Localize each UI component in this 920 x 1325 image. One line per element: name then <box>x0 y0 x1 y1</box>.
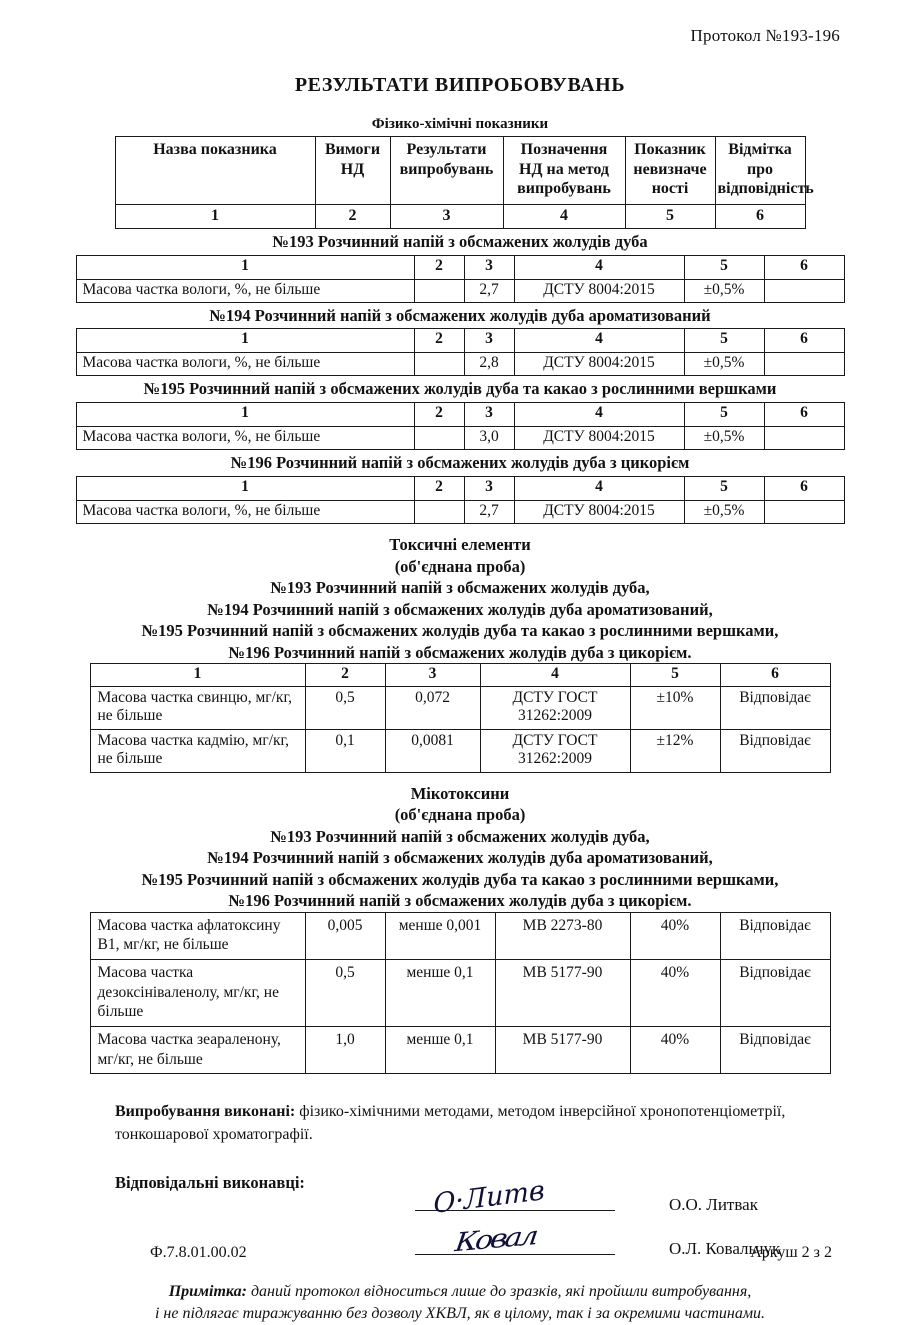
col-num-1: 1 <box>115 204 315 228</box>
toxic-sample-194: №194 Розчинний напій з обсмажених жолудів дуба ароматизований, <box>207 599 713 619</box>
cell-result: 0,0081 <box>385 729 480 772</box>
cell-result: 3,0 <box>464 427 514 450</box>
col-header-result: Результати випробувань <box>390 137 503 205</box>
cell-uncertainty: 40% <box>630 1026 720 1073</box>
col-num-4: 4 <box>514 255 684 279</box>
cell-indicator-name: Масова частка дезоксініваленолу, мг/кг, не більше <box>90 959 305 1026</box>
cell-conformity: Відповідає <box>720 959 830 1026</box>
table-row <box>90 729 830 772</box>
cell-conformity <box>764 501 844 524</box>
cell-indicator-name: Масова частка вологи, %, не більше <box>76 353 414 376</box>
col-num-3: 3 <box>464 403 514 427</box>
signatory-name: О.Л. Ковальчук <box>669 1238 781 1258</box>
col-header-uncertainty: Показник невизначе ності <box>625 137 715 205</box>
cell-result: менше 0,001 <box>385 912 495 959</box>
table-row <box>76 279 844 302</box>
note-line-2: і не підлягає тиражуванню без дозволу ХКВЛ, як в цілому, так і за окремими частинами. <box>154 1305 766 1323</box>
sample-table-196 <box>76 476 845 524</box>
table-number-row <box>90 663 830 686</box>
cell-method: ДСТУ 8004:2015 <box>514 501 684 524</box>
toxic-elements-subcaption: (об'єднана проба) <box>394 556 526 576</box>
cell-indicator-name: Масова частка кадмію, мг/кг, не більше <box>90 729 305 772</box>
cell-requirement <box>414 427 464 450</box>
methods-label: Випробування виконані: <box>115 1103 296 1121</box>
methods-paragraph <box>115 1100 805 1146</box>
col-num-5: 5 <box>684 403 764 427</box>
table-row <box>76 501 844 524</box>
sample-title-196: №196 Розчинний напій з обсмажених жолудів дуба з цикорієм <box>230 453 690 473</box>
handwritten-signature-icon: О·Литв <box>433 1174 545 1220</box>
col-num-2: 2 <box>305 663 385 686</box>
col-num-4: 4 <box>514 403 684 427</box>
col-num-5: 5 <box>684 477 764 501</box>
table-row <box>90 912 830 959</box>
cell-result: менше 0,1 <box>385 959 495 1026</box>
cell-requirement <box>414 279 464 302</box>
table-row <box>76 353 844 376</box>
cell-uncertainty: ±0,5% <box>684 501 764 524</box>
cell-conformity: Відповідає <box>720 912 830 959</box>
cell-result: 2,7 <box>464 501 514 524</box>
cell-uncertainty: ±12% <box>630 729 720 772</box>
signatory-name: О.О. Литвак <box>669 1194 758 1214</box>
cell-result: 2,7 <box>464 279 514 302</box>
toxic-sample-193: №193 Розчинний напій з обсмажених жолудів дуба, <box>270 578 650 598</box>
handwritten-signature-icon: Ковал <box>453 1220 538 1258</box>
sample-title-195: №195 Розчинний напій з обсмажених жолудів дуба та какао з рослинними вершками <box>143 379 777 399</box>
col-num-5: 5 <box>625 204 715 228</box>
cell-method: ДСТУ ГОСТ 31262:2009 <box>480 729 630 772</box>
cell-indicator-name: Масова частка вологи, %, не більше <box>76 427 414 450</box>
note-label: Примітка: <box>168 1282 247 1300</box>
table-number-row <box>115 204 805 228</box>
cell-method: ДСТУ 8004:2015 <box>514 279 684 302</box>
cell-method: МВ 5177-90 <box>495 959 630 1026</box>
toxic-sample-195: №195 Розчинний напій з обсмажених жолудів дуба та какао з рослинними вершками, <box>141 621 779 641</box>
col-num-6: 6 <box>764 329 844 353</box>
table-number-row <box>76 477 844 501</box>
col-num-3: 3 <box>464 477 514 501</box>
cell-requirement: 0,5 <box>305 686 385 729</box>
myco-sample-194: №194 Розчинний напій з обсмажених жолудів дуба ароматизований, <box>207 848 713 868</box>
col-num-1: 1 <box>76 329 414 353</box>
col-num-3: 3 <box>464 255 514 279</box>
physico-chemical-caption: Фізико-хімічні показники <box>371 116 549 132</box>
cell-indicator-name: Масова частка зеараленону, мг/кг, не більше <box>90 1026 305 1073</box>
myco-sample-193: №193 Розчинний напій з обсмажених жолудів дуба, <box>270 826 650 846</box>
cell-indicator-name: Масова частка свинцю, мг/кг, не більше <box>90 686 305 729</box>
cell-result: 2,8 <box>464 353 514 376</box>
cell-conformity <box>764 279 844 302</box>
col-num-6: 6 <box>764 255 844 279</box>
col-num-6: 6 <box>764 403 844 427</box>
cell-method: ДСТУ ГОСТ 31262:2009 <box>480 686 630 729</box>
cell-requirement <box>414 353 464 376</box>
cell-requirement <box>414 501 464 524</box>
cell-uncertainty: 40% <box>630 959 720 1026</box>
table-row <box>90 959 830 1026</box>
cell-uncertainty: ±0,5% <box>684 427 764 450</box>
cell-conformity: Відповідає <box>720 729 830 772</box>
cell-requirement: 0,5 <box>305 959 385 1026</box>
col-num-1: 1 <box>76 403 414 427</box>
sample-title-194: №194 Розчинний напій з обсмажених жолудів дуба ароматизований <box>209 305 711 325</box>
form-code: Ф.7.8.01.00.02 <box>150 1244 247 1261</box>
col-header-conformity: Відмітка про відповідність <box>715 137 805 205</box>
protocol-number: Протокол №193-196 <box>690 26 840 45</box>
col-num-1: 1 <box>76 477 414 501</box>
cell-uncertainty: ±10% <box>630 686 720 729</box>
cell-indicator-name: Масова частка вологи, %, не більше <box>76 279 414 302</box>
toxic-sample-196: №196 Розчинний напій з обсмажених жолудів дуба з цикорієм. <box>228 642 692 662</box>
col-num-1: 1 <box>90 663 305 686</box>
col-num-5: 5 <box>630 663 720 686</box>
signatures-label: Відповідальні виконавці: <box>115 1172 305 1192</box>
col-num-4: 4 <box>480 663 630 686</box>
col-num-5: 5 <box>684 329 764 353</box>
cell-indicator-name: Масова частка афлатоксину В1, мг/кг, не більше <box>90 912 305 959</box>
col-num-2: 2 <box>414 477 464 501</box>
myco-sample-195: №195 Розчинний напій з обсмажених жолудів дуба та какао з рослинними вершками, <box>141 869 779 889</box>
col-header-method: Позначення НД на метод випробувань <box>503 137 625 205</box>
col-num-1: 1 <box>76 255 414 279</box>
cell-uncertainty: ±0,5% <box>684 353 764 376</box>
cell-method: МВ 2273-80 <box>495 912 630 959</box>
toxic-elements-caption: Токсичні елементи <box>389 535 531 555</box>
myco-sample-196: №196 Розчинний напій з обсмажених жолудів дуба з цикорієм. <box>228 891 692 911</box>
table-row <box>90 686 830 729</box>
col-header-requirement: Вимоги НД <box>315 137 390 205</box>
cell-indicator-name: Масова частка вологи, %, не більше <box>76 501 414 524</box>
cell-requirement: 1,0 <box>305 1026 385 1073</box>
table-row <box>76 427 844 450</box>
col-header-name: Назва показника <box>115 137 315 205</box>
page-title: РЕЗУЛЬТАТИ ВИПРОБОВУВАНЬ <box>294 74 626 96</box>
physico-chemical-header-table <box>115 136 814 229</box>
col-num-4: 4 <box>514 329 684 353</box>
signature-row <box>415 1171 805 1220</box>
col-num-4: 4 <box>503 204 625 228</box>
col-num-2: 2 <box>414 255 464 279</box>
methods-text: фізико-хімічними методами, методом інверсійної хронопотенціометрії, тонкошарової хроматографії. <box>115 1103 786 1144</box>
cell-result: менше 0,1 <box>385 1026 495 1073</box>
table-header-row <box>115 137 805 205</box>
cell-conformity: Відповідає <box>720 1026 830 1073</box>
col-num-3: 3 <box>464 329 514 353</box>
col-num-3: 3 <box>385 663 480 686</box>
cell-method: МВ 5177-90 <box>495 1026 630 1073</box>
mycotoxins-table <box>90 912 831 1075</box>
mycotoxins-subcaption: (об'єднана проба) <box>394 805 526 825</box>
cell-conformity <box>764 427 844 450</box>
col-num-4: 4 <box>514 477 684 501</box>
col-num-5: 5 <box>684 255 764 279</box>
sample-table-193 <box>76 255 845 303</box>
note-line-1: даний протокол відноситься лише до зразків, які пройшли витробування, <box>246 1282 752 1300</box>
table-number-row <box>76 403 844 427</box>
mycotoxins-caption: Мікотоксини <box>410 783 510 803</box>
col-num-6: 6 <box>764 477 844 501</box>
cell-conformity <box>764 353 844 376</box>
cell-requirement: 0,1 <box>305 729 385 772</box>
cell-uncertainty: 40% <box>630 912 720 959</box>
cell-method: ДСТУ 8004:2015 <box>514 353 684 376</box>
sheet-number: Аркуш 2 з 2 <box>750 1244 832 1261</box>
col-num-6: 6 <box>715 204 805 228</box>
footer-note <box>80 1281 840 1325</box>
col-num-2: 2 <box>414 403 464 427</box>
table-number-row <box>76 329 844 353</box>
sample-title-193: №193 Розчинний напій з обсмажених жолудів дуба <box>272 231 648 251</box>
toxic-elements-table <box>90 663 831 773</box>
sample-table-194 <box>76 328 845 376</box>
col-num-6: 6 <box>720 663 830 686</box>
sample-table-195 <box>76 402 845 450</box>
cell-method: ДСТУ 8004:2015 <box>514 427 684 450</box>
table-number-row <box>76 255 844 279</box>
page-footer <box>0 1244 920 1262</box>
cell-result: 0,072 <box>385 686 480 729</box>
col-num-3: 3 <box>390 204 503 228</box>
table-row <box>90 1026 830 1073</box>
col-num-2: 2 <box>414 329 464 353</box>
cell-conformity: Відповідає <box>720 686 830 729</box>
cell-uncertainty: ±0,5% <box>684 279 764 302</box>
col-num-2: 2 <box>315 204 390 228</box>
cell-requirement: 0,005 <box>305 912 385 959</box>
